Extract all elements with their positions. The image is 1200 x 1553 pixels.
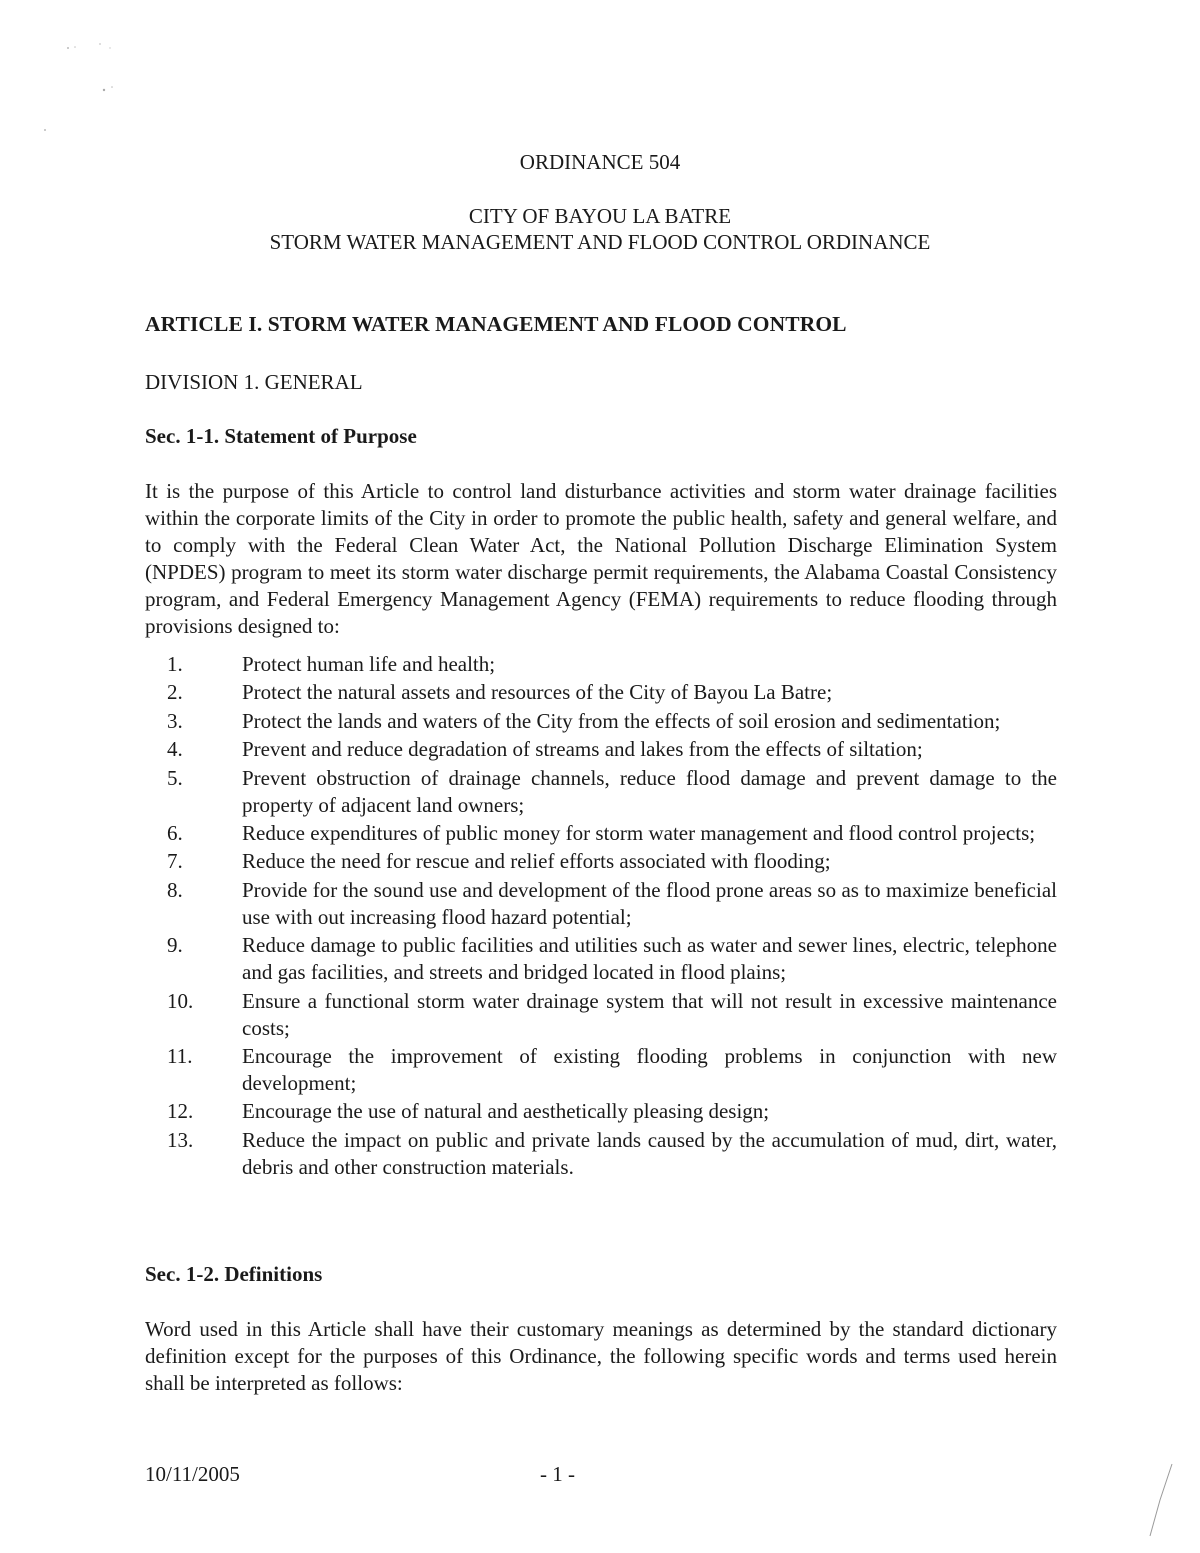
list-item xyxy=(167,820,1057,847)
ordinance-title: STORM WATER MANAGEMENT AND FLOOD CONTROL ORDINANCE xyxy=(269,230,931,254)
list-text: Reduce the need for rescue and relief efforts associated with flooding; xyxy=(242,849,831,874)
list-number: 2. xyxy=(167,680,183,705)
list-number: 8. xyxy=(167,877,183,902)
list-item xyxy=(167,988,1057,1042)
list-text: Reduce the impact on public and private lands caused by the accumulation of mud, dirt, water, debris and other construction materials. xyxy=(242,1127,1057,1179)
list-text: Protect the lands and waters of the City from the effects of soil erosion and sedimentation; xyxy=(242,708,1001,733)
list-number: 9. xyxy=(167,933,183,958)
list-number: 6. xyxy=(167,820,183,845)
definitions-paragraph: Word used in this Article shall have their customary meanings as determined by the standard dictionary definition except for the purposes of this Ordinance, the following specific words and terms used herein shall be interpreted as follows: xyxy=(145,1317,1057,1395)
pen-mark xyxy=(1130,1460,1180,1540)
section-heading-definitions: Sec. 1-2. Definitions xyxy=(145,1262,323,1286)
list-item xyxy=(167,1043,1057,1097)
list-item xyxy=(167,848,1057,875)
list-text: Prevent and reduce degradation of streams and lakes from the effects of siltation; xyxy=(242,737,923,762)
purpose-paragraph: It is the purpose of this Article to control land disturbance activities and storm water drainage facilities within the corporate limits of the City in order to promote the public health, safety and general welfare, and to comply with the Federal Clean Water Act, the National Pollution Discharge Elimination System (NPDES) program to meet its storm water discharge permit requirements, the Alabama Coastal Consistency program, and Federal Emergency Management Agency (FEMA) requirements to reduce flooding through provisions designed to: xyxy=(145,479,1057,638)
page-number: - 1 - xyxy=(540,1462,575,1486)
purpose-list xyxy=(167,651,1057,1182)
list-text: Protect human life and health; xyxy=(242,652,496,676)
list-number: 4. xyxy=(167,737,183,762)
footer-date: 10/11/2005 xyxy=(145,1462,240,1486)
list-item xyxy=(167,736,1057,763)
section-heading-purpose: Sec. 1-1. Statement of Purpose xyxy=(145,424,417,448)
list-item xyxy=(167,679,1057,706)
list-text: Protect the natural assets and resources of the City of Bayou La Batre; xyxy=(242,680,833,705)
list-text: Provide for the sound use and development of the flood prone areas so as to maximize beneficial use with out increasing flood hazard potential; xyxy=(242,877,1057,929)
list-number: 3. xyxy=(167,708,183,733)
list-number: 13. xyxy=(167,1127,194,1152)
scan-specks xyxy=(40,40,150,140)
ordinance-number: ORDINANCE 504 xyxy=(519,150,681,174)
list-text: Ensure a functional storm water drainage system that will not result in excessive maintenance costs; xyxy=(242,988,1057,1040)
list-text: Reduce damage to public facilities and utilities such as water and sewer lines, electric, telephone and gas facilities, and streets and bridged located in flood plains; xyxy=(242,933,1057,985)
list-item xyxy=(167,877,1057,931)
list-text: Encourage the use of natural and aesthetically pleasing design; xyxy=(242,1099,770,1124)
list-item xyxy=(167,651,1057,678)
division-heading: DIVISION 1. GENERAL xyxy=(145,370,363,394)
list-number: 10. xyxy=(167,988,194,1013)
list-item xyxy=(167,708,1057,735)
list-number: 5. xyxy=(167,765,183,790)
list-number: 12. xyxy=(167,1099,194,1124)
list-item xyxy=(167,932,1057,986)
list-text: Prevent obstruction of drainage channels, reduce flood damage and prevent damage to the property of adjacent land owners; xyxy=(242,765,1057,817)
list-text: Encourage the improvement of existing flooding problems in conjunction with new development; xyxy=(242,1043,1057,1095)
list-number: 1. xyxy=(167,652,183,676)
list-item xyxy=(167,1098,1057,1125)
list-item xyxy=(167,1127,1057,1181)
list-number: 7. xyxy=(167,849,183,874)
article-heading: ARTICLE I. STORM WATER MANAGEMENT AND FLOOD CONTROL xyxy=(145,312,847,336)
list-text: Reduce expenditures of public money for storm water management and flood control projects; xyxy=(242,820,1036,845)
city-name: CITY OF BAYOU LA BATRE xyxy=(468,204,732,228)
list-number: 11. xyxy=(167,1043,193,1068)
list-item xyxy=(167,765,1057,819)
